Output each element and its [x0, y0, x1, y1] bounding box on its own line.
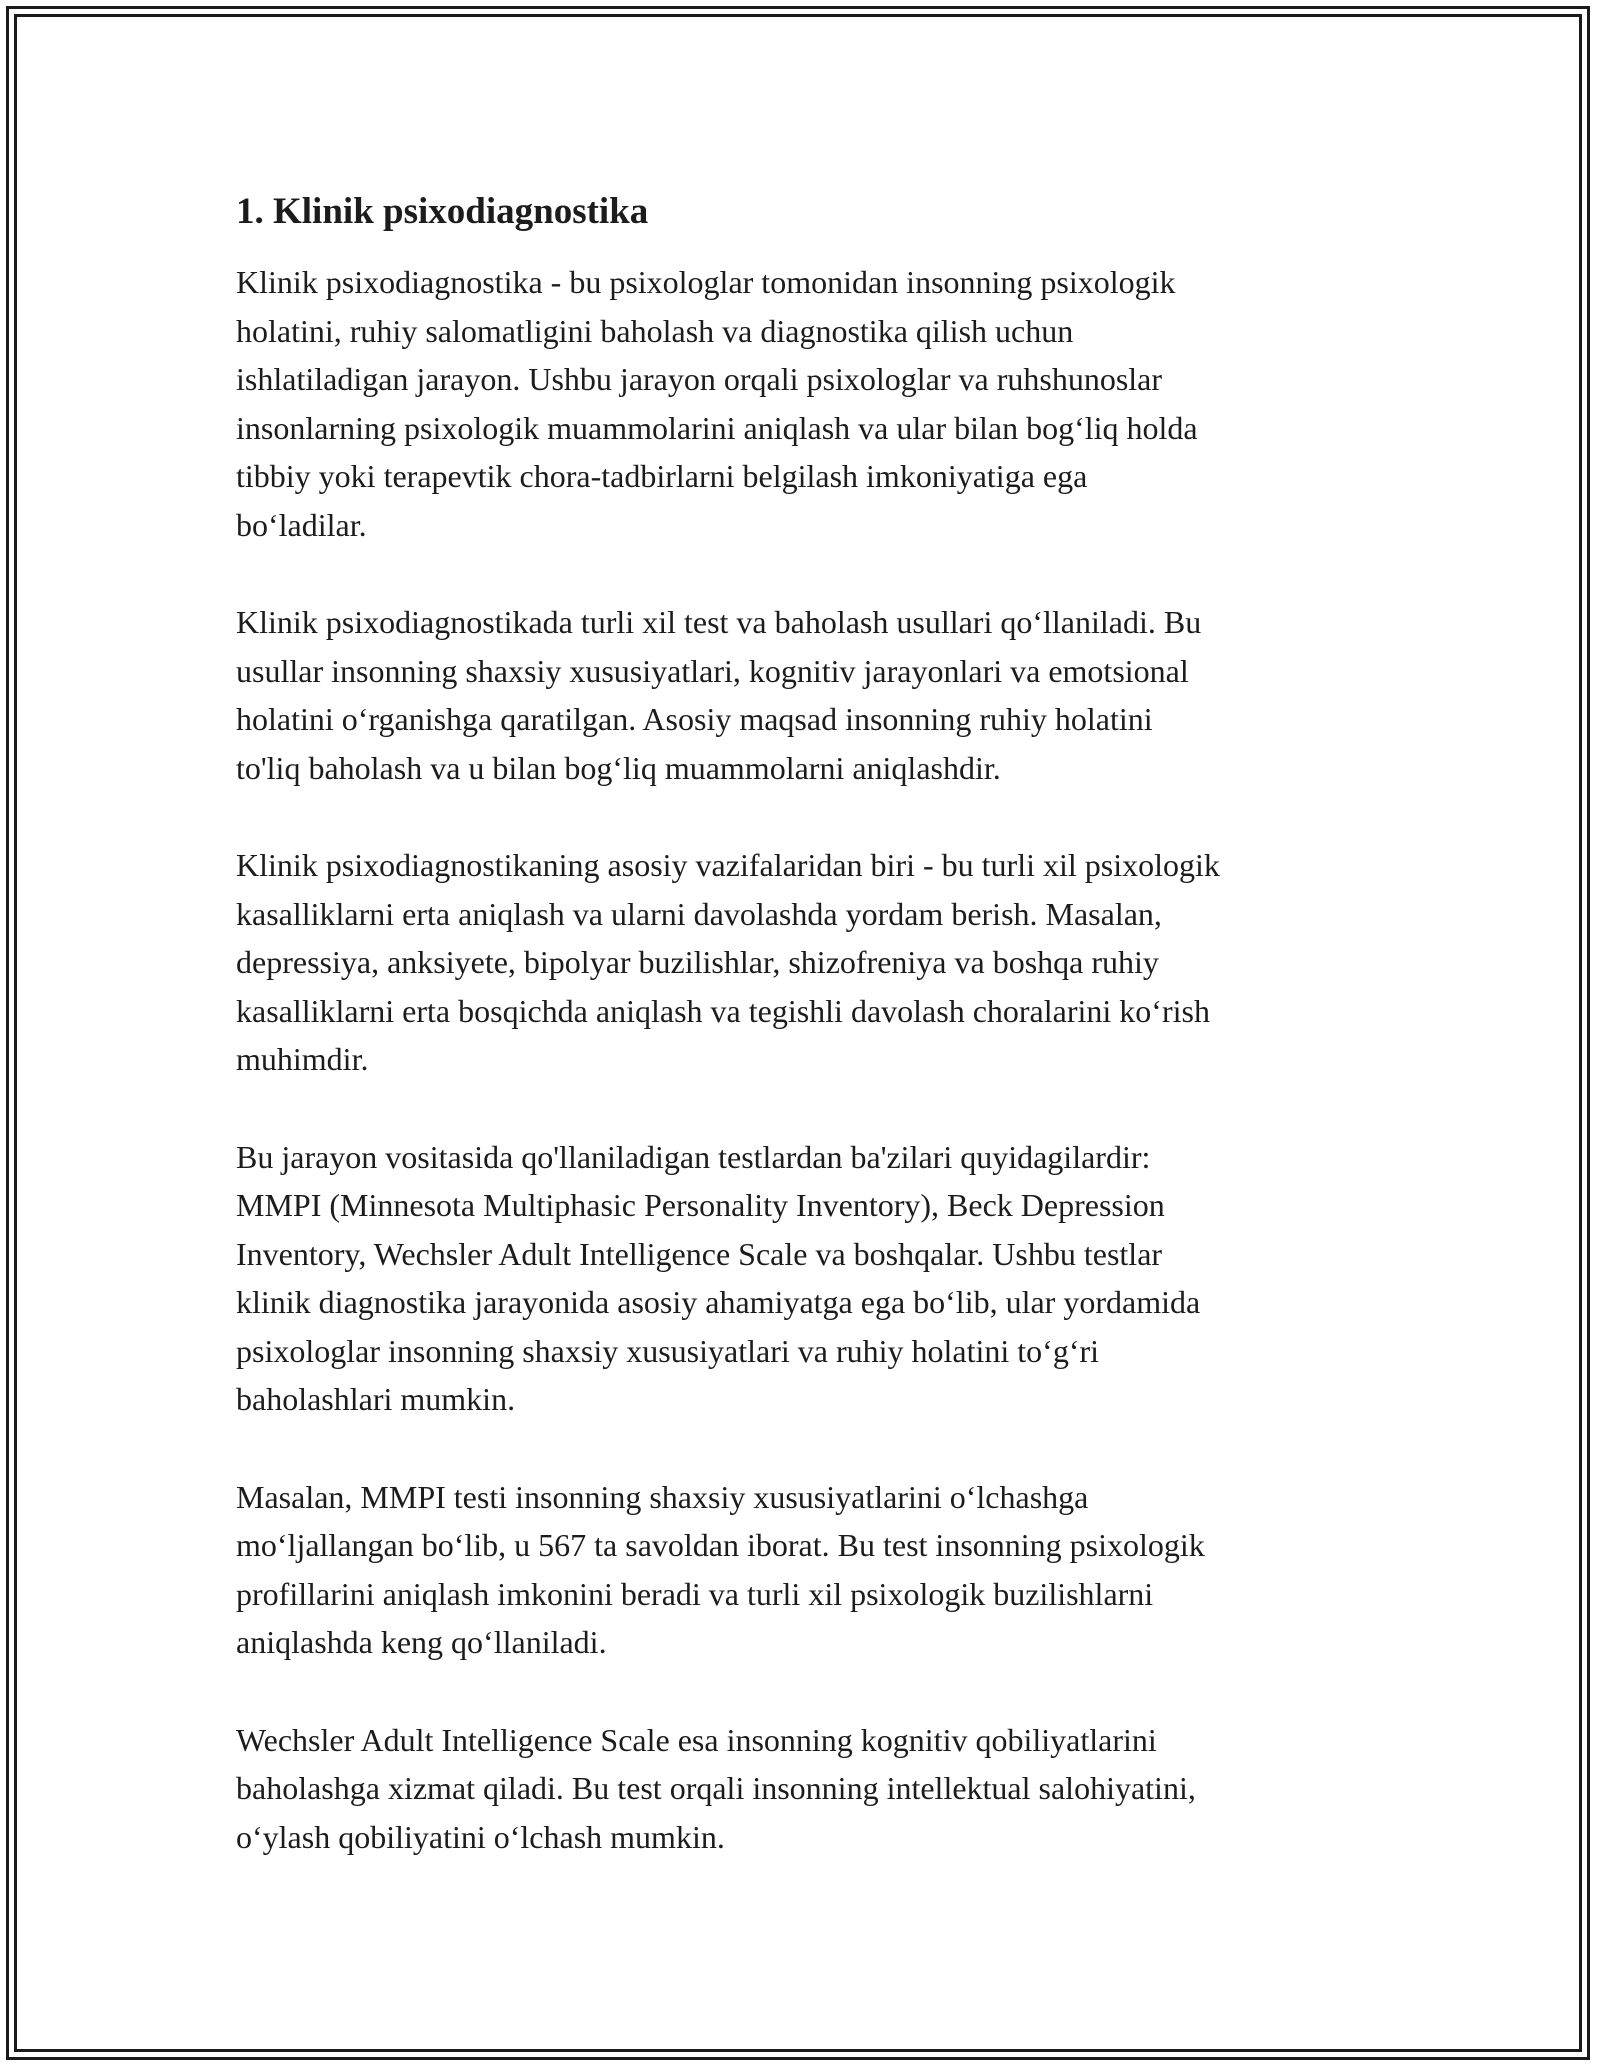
paragraph-line: Klinik psixodiagnostikada turli xil test va baholash usullari qo‘llaniladi. Bu [236, 604, 1202, 640]
paragraph-6 [236, 1716, 1376, 1862]
paragraph-4 [236, 1133, 1376, 1424]
paragraph-1 [236, 258, 1376, 549]
paragraph-line: baholashga xizmat qiladi. Bu test orqali insonning intellektual salohiyatini, [236, 1770, 1196, 1806]
section-heading: 1. Klinik psixodiagnostika [236, 191, 649, 232]
document-page [236, 190, 1376, 1910]
paragraph-line: insonlarning psixologik muammolarini aniqlash va ular bilan bog‘liq holda [236, 409, 1198, 446]
paragraph-line: MMPI (Minnesota Multiphasic Personality Inventory), Beck Depression [236, 1187, 1165, 1223]
paragraph-3 [236, 841, 1376, 1084]
paragraph-line: muhimdir. [236, 1041, 369, 1077]
paragraph-line: ishlatiladigan jarayon. Ushbu jarayon orqali psixologlar va ruhshunoslar [236, 361, 1163, 397]
paragraph-line: klinik diagnostika jarayonida asosiy ahamiyatga ega bo‘lib, ular yordamida [236, 1284, 1201, 1320]
paragraph-line: holatini, ruhiy salomatligini baholash va diagnostika qilish uchun [236, 312, 1074, 349]
paragraph-line: usullar insonning shaxsiy xususiyatlari, kognitiv jarayonlari va emotsional [236, 652, 1189, 689]
paragraph-line: Inventory, Wechsler Adult Intelligence Scale va boshqalar. Ushbu testlar [236, 1235, 1163, 1272]
paragraph-line: depressiya, anksiyete, bipolyar buzilishlar, shizofreniya va boshqa ruhiy [236, 944, 1159, 980]
paragraph-5 [236, 1473, 1376, 1667]
paragraph-line: to'liq baholash va u bilan bog‘liq muammolarni aniqlashdir. [236, 749, 1001, 786]
paragraph-line: psixologlar insonning shaxsiy xususiyatlari va ruhiy holatini to‘g‘ri [236, 1332, 1100, 1369]
paragraph-line: mo‘ljallangan bo‘lib, u 567 ta savoldan iborat. Bu test insonning psixologik [236, 1527, 1205, 1563]
paragraph-line: holatini o‘rganishga qaratilgan. Asosiy maqsad insonning ruhiy holatini [236, 701, 1153, 737]
paragraph-line: kasalliklarni erta bosqichda aniqlash va tegishli davolash choralarini ko‘rish [236, 992, 1210, 1029]
paragraph-2 [236, 598, 1376, 792]
paragraph-line: o‘ylash qobiliyatini o‘lchash mumkin. [236, 1818, 725, 1855]
paragraph-line: Bu jarayon vositasida qo'llaniladigan testlardan ba'zilari quyidagilardir: [236, 1138, 1151, 1175]
paragraph-line: Klinik psixodiagnostika - bu psixologlar tomonidan insonning psixologik [236, 264, 1176, 300]
paragraph-line: Wechsler Adult Intelligence Scale esa insonning kognitiv qobiliyatlarini [236, 1721, 1157, 1758]
paragraph-line: Masalan, MMPI testi insonning shaxsiy xususiyatlarini o‘lchashga [236, 1478, 1089, 1515]
paragraph-line: tibbiy yoki terapevtik chora-tadbirlarni belgilash imkoniyatiga ega [236, 458, 1088, 494]
paragraph-line: baholashlari mumkin. [236, 1381, 516, 1417]
paragraph-line: aniqlashda keng qo‘llaniladi. [236, 1624, 607, 1660]
paragraph-line: profillarini aniqlash imkonini beradi va turli xil psixologik buzilishlarni [236, 1575, 1154, 1612]
paragraph-line: Klinik psixodiagnostikaning asosiy vazifalaridan biri - bu turli xil psixologik [236, 847, 1220, 883]
paragraph-line: bo‘ladilar. [236, 506, 367, 543]
paragraph-line: kasalliklarni erta aniqlash va ularni davolashda yordam berish. Masalan, [236, 895, 1162, 932]
